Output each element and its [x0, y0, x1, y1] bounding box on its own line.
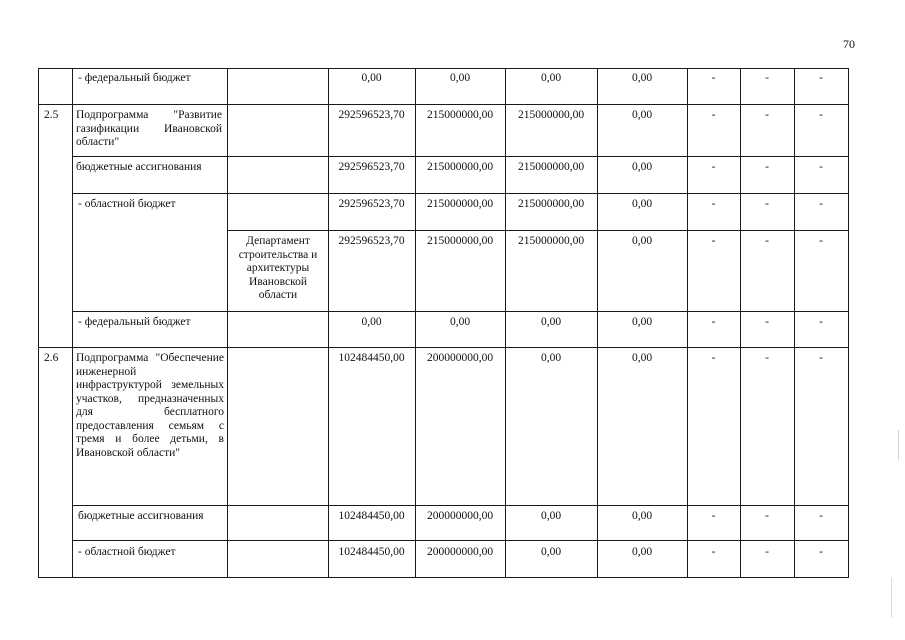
column-divider — [72, 68, 73, 578]
table-border-left — [38, 68, 39, 578]
value-cell: 0,00 — [449, 316, 471, 328]
row-divider — [72, 311, 848, 312]
value-cell: 215000000,00 — [517, 109, 585, 121]
dash-cell: - — [819, 510, 823, 522]
row-divider — [38, 347, 848, 348]
row-label: бюджетные ассигнования — [76, 161, 202, 173]
value-cell: 0,00 — [540, 510, 562, 522]
row-label: бюджетные ассигнования — [78, 510, 204, 522]
row-number: 2.5 — [44, 109, 59, 121]
page-number: 70 — [843, 37, 855, 51]
value-cell: 0,00 — [631, 72, 653, 84]
value-cell: 215000000,00 — [426, 198, 494, 210]
value-cell: 0,00 — [631, 235, 653, 247]
value-cell: 0,00 — [631, 316, 653, 328]
dash-cell: - — [765, 72, 769, 84]
value-cell: 102484450,00 — [338, 510, 405, 522]
value-cell: 0,00 — [540, 72, 562, 84]
dash-cell: - — [711, 546, 716, 558]
row-label: - федеральный бюджет — [78, 316, 191, 328]
value-cell: 0,00 — [631, 352, 653, 364]
value-cell: 215000000,00 — [517, 235, 585, 247]
dash-cell: - — [711, 316, 716, 328]
dash-cell: - — [765, 198, 769, 210]
dash-cell: - — [711, 352, 716, 364]
value-cell: 0,00 — [631, 198, 653, 210]
value-cell: 215000000,00 — [517, 198, 585, 210]
scan-artifact — [898, 430, 899, 460]
column-divider — [227, 68, 228, 578]
dash-cell: - — [711, 510, 716, 522]
dash-cell: - — [711, 72, 716, 84]
dash-cell: - — [765, 510, 769, 522]
value-cell: 292596523,70 — [338, 161, 405, 173]
value-cell: 0,00 — [631, 546, 653, 558]
value-cell: 102484450,00 — [338, 546, 405, 558]
dash-cell: - — [819, 352, 823, 364]
value-cell: 200000000,00 — [426, 352, 494, 364]
row-label: Подпрограмма "Развитие газификации Ивановской области" — [76, 109, 222, 148]
table-border-bottom — [38, 577, 848, 578]
value-cell: 292596523,70 — [338, 198, 405, 210]
dash-cell: - — [765, 546, 769, 558]
dash-cell: - — [711, 235, 716, 247]
value-cell: 102484450,00 — [338, 352, 405, 364]
row-label: Подпрограмма "Обеспечение инженерной инфраструктурой земельных участков, предназначенных для бесплатного предоставления семьям с тремя и более детьми, в Ивановской области" — [76, 352, 224, 459]
executor-cell: Департамент строительства и архитектуры Ивановской области — [238, 235, 318, 301]
table-border-right — [848, 68, 849, 578]
dash-cell: - — [819, 161, 823, 173]
value-cell: 0,00 — [631, 161, 653, 173]
value-cell: 215000000,00 — [426, 161, 494, 173]
row-divider — [72, 193, 848, 194]
dash-cell: - — [711, 198, 716, 210]
dash-cell: - — [819, 235, 823, 247]
dash-cell: - — [765, 235, 769, 247]
scan-artifact — [891, 578, 892, 618]
value-cell: 0,00 — [540, 316, 562, 328]
value-cell: 215000000,00 — [517, 161, 585, 173]
row-divider — [72, 505, 848, 506]
value-cell: 0,00 — [540, 352, 562, 364]
value-cell: 292596523,70 — [338, 109, 405, 121]
dash-cell: - — [711, 161, 716, 173]
dash-cell: - — [819, 198, 823, 210]
row-divider — [72, 156, 848, 157]
table-border-top — [38, 68, 848, 69]
row-divider — [228, 230, 848, 231]
row-label: - областной бюджет — [78, 546, 176, 558]
row-number: 2.6 — [44, 352, 59, 364]
dash-cell: - — [819, 316, 823, 328]
row-label: - федеральный бюджет — [78, 72, 191, 84]
value-cell: 0,00 — [361, 72, 382, 84]
dash-cell: - — [711, 109, 716, 121]
value-cell: 0,00 — [361, 316, 382, 328]
dash-cell: - — [765, 352, 769, 364]
row-divider — [72, 540, 848, 541]
row-label: - областной бюджет — [78, 198, 176, 210]
dash-cell: - — [819, 72, 823, 84]
value-cell: 200000000,00 — [426, 546, 494, 558]
dash-cell: - — [765, 316, 769, 328]
dash-cell: - — [819, 546, 823, 558]
value-cell: 0,00 — [540, 546, 562, 558]
value-cell: 215000000,00 — [426, 109, 494, 121]
value-cell: 0,00 — [631, 109, 653, 121]
value-cell: 292596523,70 — [338, 235, 405, 247]
value-cell: 0,00 — [449, 72, 471, 84]
value-cell: 200000000,00 — [426, 510, 494, 522]
dash-cell: - — [765, 161, 769, 173]
row-divider — [38, 104, 848, 105]
value-cell: 215000000,00 — [426, 235, 494, 247]
dash-cell: - — [819, 109, 823, 121]
dash-cell: - — [765, 109, 769, 121]
value-cell: 0,00 — [631, 510, 653, 522]
